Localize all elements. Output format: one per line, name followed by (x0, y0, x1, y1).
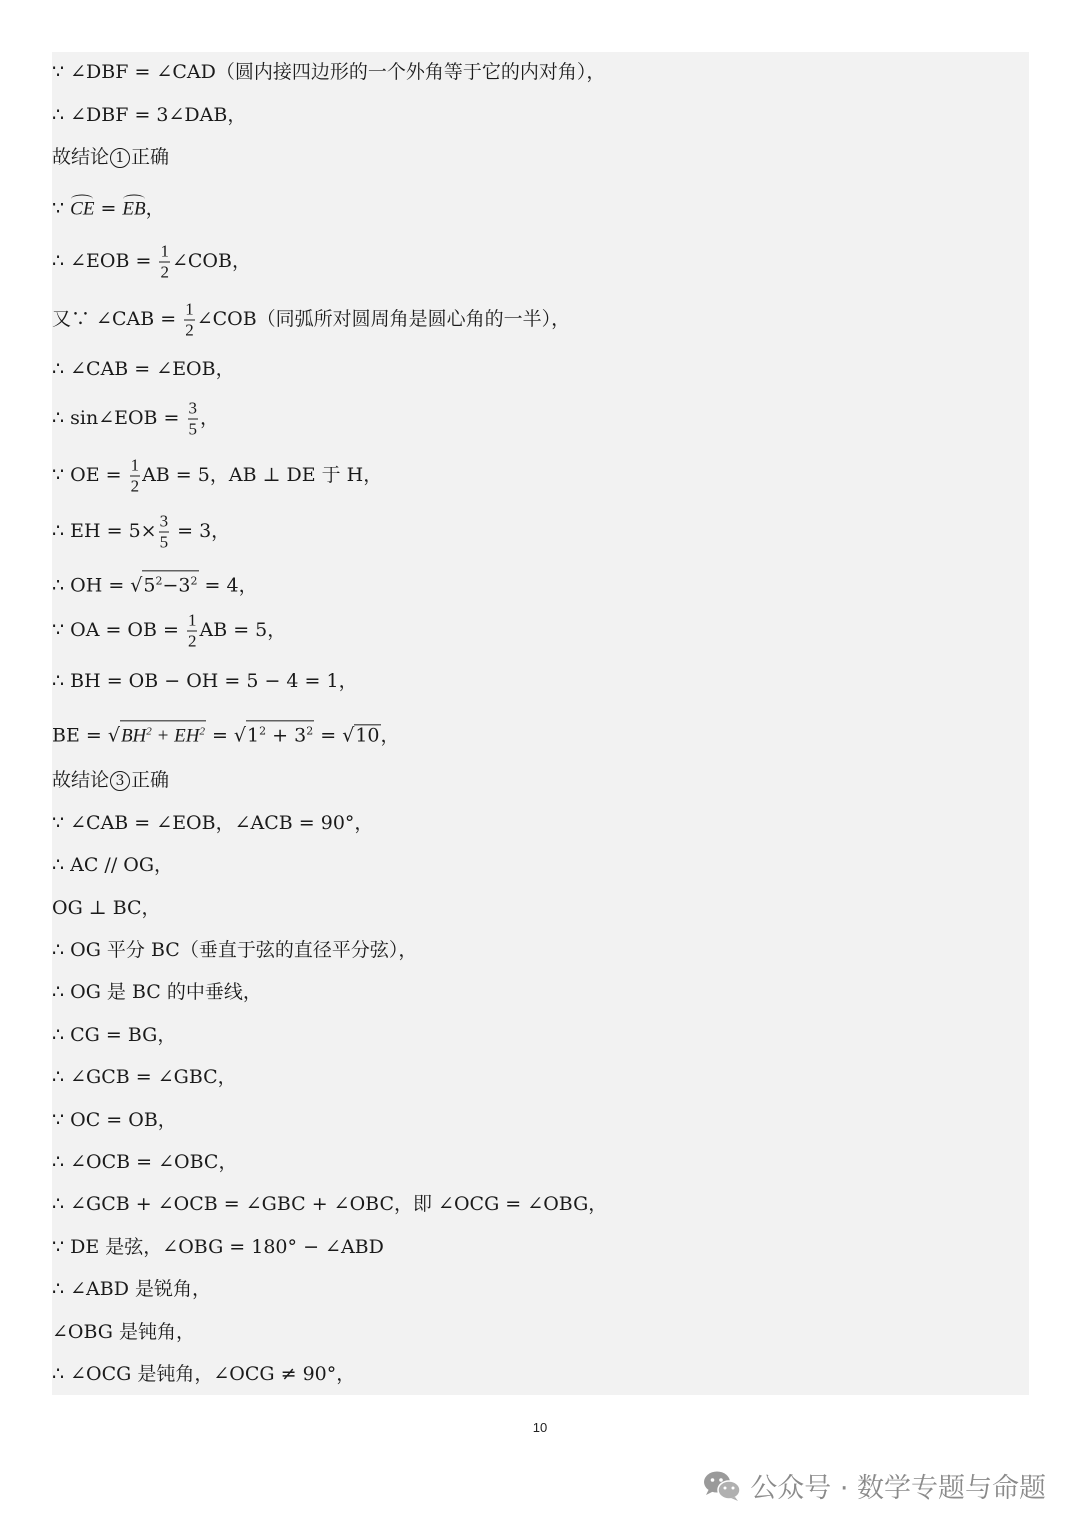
solution-line: ∴ ∠EOB = $\frac{1}{2}$ ∠COB， (52, 241, 251, 282)
solution-line: ∴ ∠CAB = ∠EOB， (52, 358, 235, 380)
solution-line: ∵ OE = $\frac{1}{2}$ AB = 5，AB ⊥ DE 于 H， (52, 455, 383, 496)
solution-line: ∴ sin∠EOB = $\frac{3}{5}$ ， (52, 398, 220, 439)
solution-line: ∵ ∠CAB = ∠EOB，∠ACB = 90°， (52, 812, 374, 834)
solution-line: ∴ ∠OCG 是钝角，∠OCG ≠ 90°， (52, 1363, 356, 1385)
solution-line: ∵ OC = OB， (52, 1109, 177, 1131)
watermark-text: 公众号 · 数学专题与命题 (750, 1473, 1046, 1504)
solution-line: ∴ OG 是 BC 的中垂线， (52, 981, 262, 1003)
solution-line: 故结论 3 正确 (52, 769, 170, 791)
solution-line: 又∵ ∠CAB = $\frac{1}{2}$ ∠COB（同弧所对圆周角是圆心角的一半）， (52, 299, 571, 340)
solution-line: ∴ CG = BG， (52, 1024, 177, 1046)
page-number: 10 (532, 1420, 548, 1435)
solution-line: ∴ ∠GCB = ∠GBC， (52, 1066, 237, 1088)
solution-line: ∴ EH = 5× $\frac{3}{5}$ = 3， (52, 511, 231, 552)
solution-line: ∴ ∠DBF = 3∠DAB， (52, 104, 247, 126)
solution-line: ∴ OG 平分 BC（垂直于弦的直径平分弦）， (52, 939, 418, 961)
solution-line: ∵ OA = OB = $\frac{1}{2}$ AB = 5， (52, 610, 287, 651)
solution-line: ∵ CE = EB， (52, 197, 165, 220)
solution-line: ∴ BH = OB − OH = 5 − 4 = 1， (52, 670, 358, 692)
solution-line: ∴ AC // OG， (52, 854, 174, 876)
watermark (702, 1466, 1046, 1505)
solution-line: ∴ OH = $√5^2-3^2 = 4$， (52, 570, 258, 597)
solution-line: ∠OBG 是钝角， (52, 1321, 196, 1343)
document-page (52, 52, 1029, 1395)
wechat-icon (702, 1469, 742, 1503)
solution-line: ∵ ∠DBF = ∠CAD（圆内接四边形的一个外角等于它的内对角）， (52, 61, 606, 83)
solution-line: OG ⊥ BC， (52, 897, 161, 919)
solution-line: ∵ DE 是弦，∠OBG = 180° − ∠ABD (52, 1236, 384, 1258)
solution-line: BE = $√BH^2 + EH^2 = √1^2 + 3^2 = √10$， (52, 720, 400, 747)
solution-line: ∴ ∠OCB = ∠OBC， (52, 1151, 238, 1173)
solution-line: ∴ ∠ABD 是锐角， (52, 1278, 212, 1300)
solution-line: 故结论 1 正确 (52, 146, 170, 168)
solution-line: ∴ ∠GCB + ∠OCB = ∠GBC + ∠OBC，即 ∠OCG = ∠OBG， (52, 1193, 608, 1215)
